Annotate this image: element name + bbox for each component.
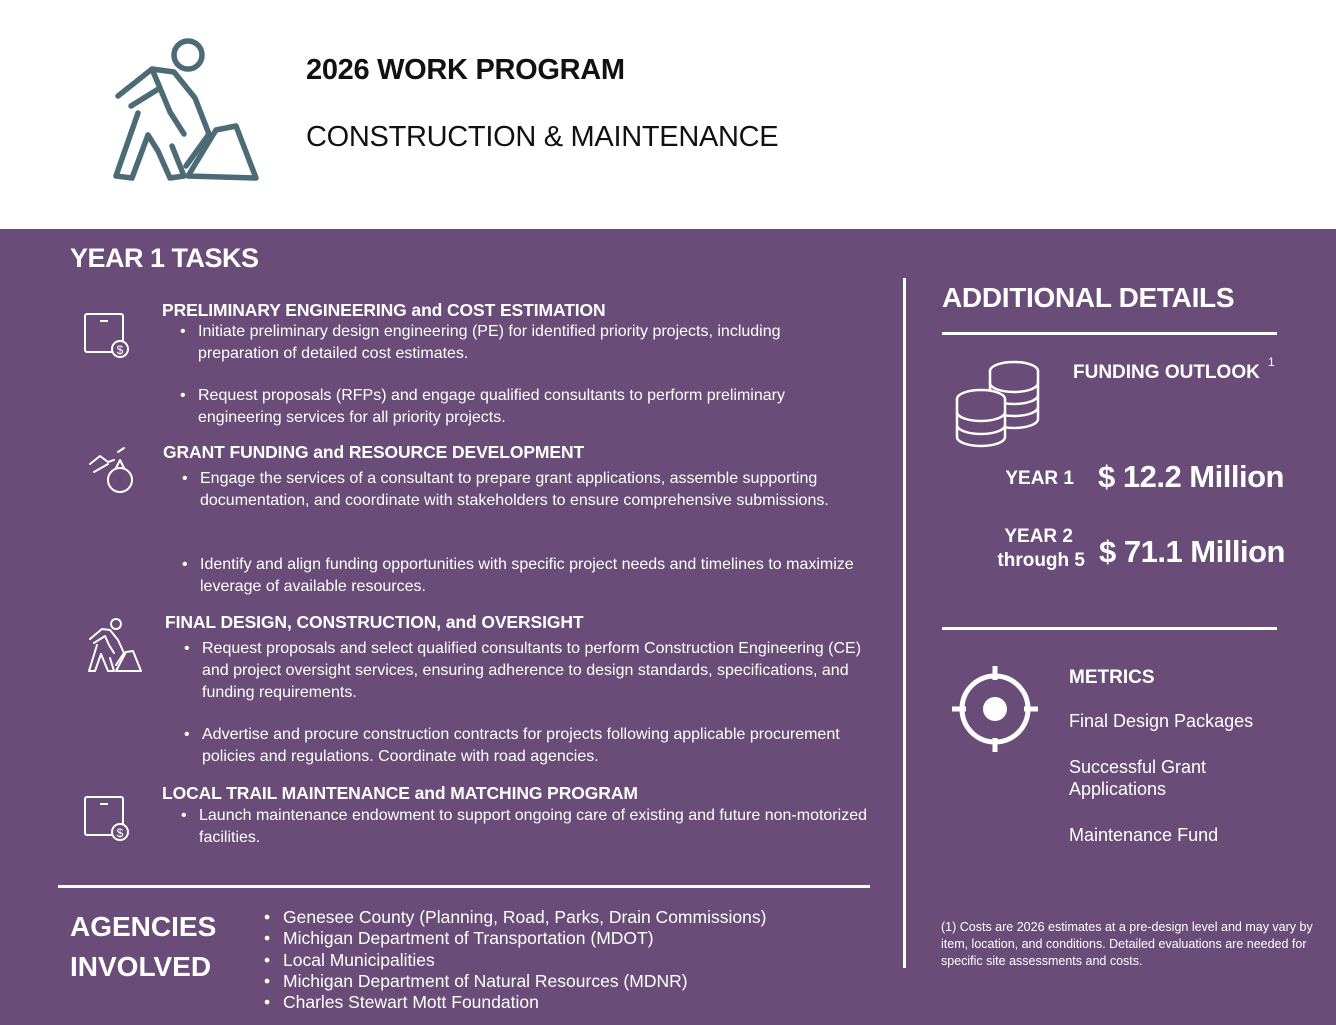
year2-label-line1: YEAR 2 [1004,526,1073,547]
box-dollar-icon [80,309,136,365]
year1-amount: $ 12.2 Million [1098,459,1284,494]
year2-label-line2: through 5 [997,550,1085,571]
metric-item: Successful Grant Applications [1069,757,1207,799]
agency-item: • Michigan Department of Transportation (MDOT) [262,928,654,949]
task-bullet: • Identify and align funding opportunities with specific project needs and timelines to maximize leverage of available resources. [179,554,860,598]
task-bullet: • Request proposals (RFPs) and engage qualified consultants to perform preliminary engineering services for all priority projects. [177,385,858,429]
year2-amount: $ 71.1 Million [1099,534,1285,569]
target-icon [950,664,1040,754]
task-bullet: • Launch maintenance endowment to support ongoing care of existing and future non-motorized facilities. [178,805,879,849]
metric-item: Maintenance Fund [1069,825,1219,845]
worker-shoveling-icon [86,617,142,673]
vertical-divider [903,278,906,968]
divider [942,627,1277,630]
footnote: (1) Costs are 2026 estimates at a pre-design level and may vary by item, location, and conditions. Detailed evaluations are needed for specific site assessments and costs. [941,920,1313,968]
agency-item: • Genesee County (Planning, Road, Parks, Drain Commissions) [262,907,766,928]
task-title: GRANT FUNDING and RESOURCE DEVELOPMENT [163,442,585,462]
agencies-heading-line2: INVOLVED [70,951,212,982]
metric-item: Final Design Packages [1069,711,1254,731]
svg-text:$: $ [116,343,124,357]
agencies-heading [70,907,216,987]
task-title: LOCAL TRAIL MAINTENANCE and MATCHING PROGRAM [162,783,638,803]
page-header [0,0,1336,229]
agency-item: • Local Municipalities [262,950,435,971]
task-bullet: • Advertise and procure construction contracts for projects following applicable procurement policies and regulations. Coordinate with road agencies. [181,724,862,768]
year2-label [980,525,1085,573]
agency-item: • Michigan Department of Natural Resources (MDNR) [262,971,688,992]
task-bullet: • Initiate preliminary design engineering (PE) for identified priority projects, including preparation of detailed cost estimates. [177,321,858,365]
year1-label: YEAR 1 [1005,468,1074,489]
page-title: 2026 WORK PROGRAM [306,54,625,86]
page-subtitle: CONSTRUCTION & MAINTENANCE [306,121,779,153]
hand-money-bag-icon [84,444,140,500]
svg-text:$: $ [116,826,124,840]
agency-item: • Charles Stewart Mott Foundation [262,992,539,1013]
worker-shoveling-icon [108,36,264,186]
agencies-heading-line1: AGENCIES [70,911,217,942]
task-title: FINAL DESIGN, CONSTRUCTION, and OVERSIGHT [165,612,584,632]
content-panel [0,229,1336,1025]
task-bullet: • Request proposals and select qualified consultants to perform Construction Engineering (CE) and project oversight services, ensuring adherence to design standards, specifications, and funding requirements. [181,638,862,704]
funding-outlook-label: FUNDING OUTLOOK [1073,362,1260,383]
task-title: PRELIMINARY ENGINEERING and COST ESTIMATION [162,300,606,320]
coins-stack-icon [950,359,1046,449]
divider [58,885,870,888]
divider [942,332,1277,335]
year1-heading: YEAR 1 TASKS [70,243,259,273]
metrics-label: METRICS [1069,667,1155,688]
task-bullet: • Engage the services of a consultant to prepare grant applications, assemble supporting documentation, and coordinate with stakeholders to ensure comprehensive submissions. [179,468,860,512]
box-dollar-icon [80,792,136,848]
additional-details-heading: ADDITIONAL DETAILS [942,282,1235,313]
footnote-ref: 1 [1268,355,1275,369]
